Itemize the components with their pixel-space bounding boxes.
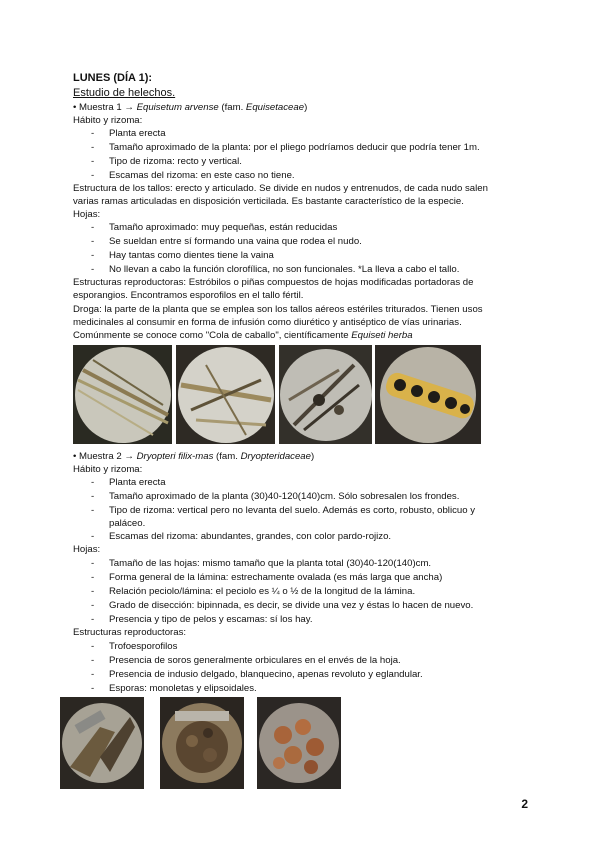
list-item: Planta erecta	[109, 477, 166, 488]
bullet-dash: -	[91, 655, 95, 666]
sample1-title: • Muestra 1 → Equisetum arvense (fam. Equisetaceae)	[73, 102, 308, 113]
list-item: Tamaño aproximado: muy pequeñas, están reducidas	[109, 222, 338, 233]
microscope-photo-1	[73, 345, 172, 444]
bullet-dash: -	[91, 477, 95, 488]
section-subheading: Estudio de helechos.	[73, 87, 176, 99]
microscope-photo-4	[375, 345, 481, 444]
bullet-dash: -	[91, 683, 95, 694]
list-item: Tipo de rizoma: recto y vertical.	[109, 156, 242, 167]
list-item: Escamas del rizoma: abundantes, grandes, con color pardo-rojizo.	[109, 531, 392, 542]
bullet-dash: -	[91, 558, 95, 569]
bullet-dash: -	[91, 250, 95, 261]
stems-paragraph: Estructura de los tallos: erecto y articulado. Se divide en nudos y entrenudos, de cada nudo salen varias ramas articuladas en disposición verticilada. Es bastante característico de la especie.	[73, 183, 488, 207]
list-item: Planta erecta	[109, 128, 166, 139]
bullet-dash: -	[91, 170, 95, 181]
list-item: Presencia de soros generalmente orbiculares en el envés de la hoja.	[109, 655, 401, 666]
list-item: Presencia de indusio delgado, blanquecino, apenas revoluto y eglandular.	[109, 669, 423, 680]
list-item: Hay tantas como dientes tiene la vaina	[109, 250, 274, 261]
drug-paragraph: Droga: la parte de la planta que se emplea son los tallos aéreos estériles triturados. Tienen usos medicinales al consumir en forma de infusión como diurético y antiséptico de vías urinarias.	[73, 304, 483, 328]
list-item-continuation: paláceo.	[109, 518, 146, 529]
common-name-line: Comúnmente se conoce como "Cola de caballo", científicamente Equiseti herba	[73, 330, 413, 341]
list-item: Esporas: monoletas y elipsoidales.	[109, 683, 257, 694]
bullet-dash: -	[91, 264, 95, 275]
sample1-habit-label: Hábito y rizoma:	[73, 115, 143, 126]
sample2-repro-label: Estructuras reproductoras:	[73, 627, 187, 638]
list-item: Grado de disección: bipinnada, es decir, se divide una vez y éstas lo hacen de nuevo.	[109, 600, 474, 611]
microscope-photo-6	[160, 697, 244, 789]
sample2-leaves-label: Hojas:	[73, 544, 101, 555]
bullet-dash: -	[91, 222, 95, 233]
list-item: Forma general de la lámina: estrechamente ovalada (es más larga que ancha)	[109, 572, 443, 583]
bullet-dash: -	[91, 156, 95, 167]
microscope-photo-2	[176, 345, 275, 444]
bullet-dash: -	[91, 236, 95, 247]
sample2-title: • Muestra 2 → Dryopteri filix-mas (fam. Dryopteridaceae)	[73, 451, 315, 462]
list-item: Tamaño de las hojas: mismo tamaño que la planta total (30)40-120(140)cm.	[109, 558, 432, 569]
list-item: Presencia y tipo de pelos y escamas: sí los hay.	[109, 614, 313, 625]
bullet-dash: -	[91, 128, 95, 139]
bullet-dash: -	[91, 614, 95, 625]
day-heading: LUNES (DÍA 1):	[73, 72, 153, 84]
bullet-dash: -	[91, 142, 95, 153]
bullet-dash: -	[91, 586, 95, 597]
sample2-habit-label: Hábito y rizoma:	[73, 464, 143, 475]
list-item: Tamaño aproximado de la planta (30)40-120(140)cm. Sólo sobresalen los frondes.	[109, 491, 460, 502]
bullet-dash: -	[91, 531, 95, 542]
list-item: Se sueldan entre sí formando una vaina que rodea el nudo.	[109, 236, 362, 247]
bullet-dash: -	[91, 505, 95, 516]
microscope-photo-3	[279, 345, 372, 444]
sample1-leaves-label: Hojas:	[73, 209, 101, 220]
microscope-photo-5	[60, 697, 144, 789]
list-item: Escamas del rizoma: en este caso no tiene.	[109, 170, 295, 181]
list-item: Tamaño aproximado de la planta: por el pliego podríamos deducir que podría tener 1m.	[109, 142, 480, 153]
page-number: 2	[521, 797, 528, 811]
bullet-dash: -	[91, 600, 95, 611]
bullet-dash: -	[91, 641, 95, 652]
list-item: No llevan a cabo la función clorofílica, no son funcionales. *La lleva a cabo el tallo.	[109, 264, 460, 275]
microscope-photo-7	[257, 697, 341, 789]
bullet-dash: -	[91, 491, 95, 502]
list-item: Relación peciolo/lámina: el peciolo es ¼ o ½ de la longitud de la lámina.	[109, 586, 416, 597]
bullet-dash: -	[91, 669, 95, 680]
repro-paragraph: Estructuras reproductoras: Estróbilos o piñas compuestos de hojas modificadas portadoras de esporangios. Encontramos esporofilos en el tallo fértil.	[73, 277, 474, 301]
list-item: Tipo de rizoma: vertical pero no levanta del suelo. Además es corto, robusto, oblicuo y	[109, 505, 476, 516]
bullet-dash: -	[91, 572, 95, 583]
list-item: Trofoesporofilos	[109, 641, 178, 652]
